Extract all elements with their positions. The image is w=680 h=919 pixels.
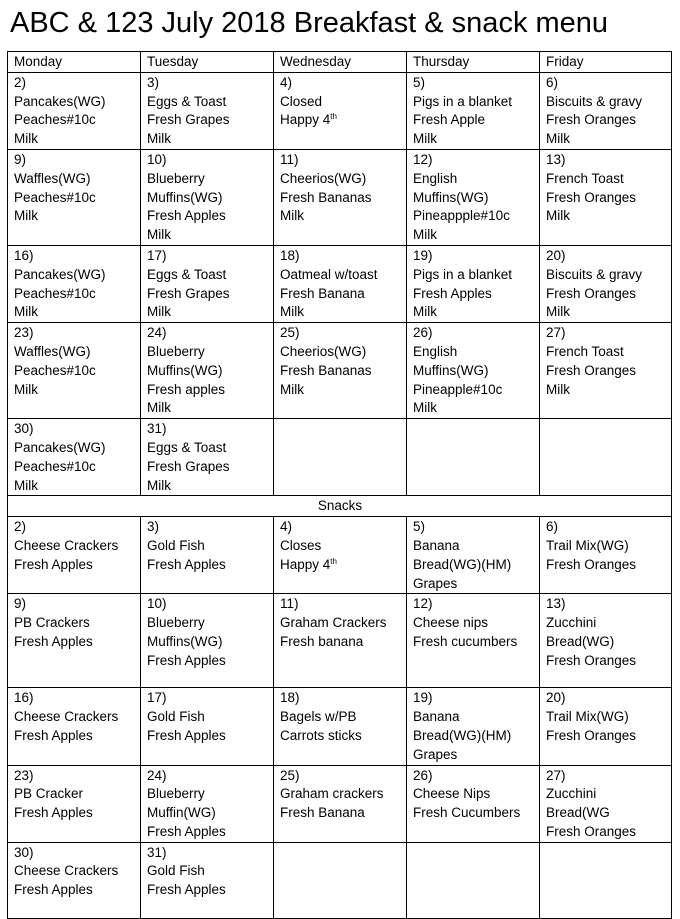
menu-item: Fresh Bananas (280, 189, 372, 205)
menu-item: Zucchini (546, 786, 597, 802)
snack-cell (274, 765, 407, 842)
menu-item: Milk (147, 477, 171, 493)
menu-item: Eggs & Toast (147, 93, 227, 109)
menu-item: Fresh Banana (280, 805, 365, 821)
date-label: 13) (546, 151, 566, 167)
menu-item: Milk (147, 227, 171, 243)
menu-item: Peaches#10c (14, 285, 96, 301)
menu-item: Milk (413, 304, 437, 320)
menu-item: Milk (546, 208, 570, 224)
date-label: 5) (413, 519, 426, 535)
date-label: 17) (147, 247, 167, 263)
holiday-text: Happy 4 (280, 556, 331, 572)
date-label: 31) (147, 844, 167, 860)
menu-item: Milk (14, 477, 38, 493)
menu-item: Blueberry (147, 343, 205, 359)
menu-item: Pancakes(WG) (14, 439, 106, 455)
snack-cell (407, 594, 540, 688)
menu-item: Cheese Crackers (14, 863, 119, 879)
menu-item: Grapes (413, 746, 458, 762)
page-title: ABC & 123 July 2018 Breakfast & snack menu (10, 7, 609, 39)
menu-item: Bread(WG)(HM) (413, 727, 512, 743)
menu-item: Fresh Apples (14, 805, 93, 821)
snack-cell (274, 688, 407, 765)
menu-item: Carrots sticks (280, 727, 362, 743)
date-label: 20) (546, 690, 566, 706)
day-header-row (8, 52, 672, 73)
date-label: 2) (14, 74, 27, 90)
breakfast-cell (8, 245, 141, 322)
breakfast-cell (274, 149, 407, 245)
menu-item: French Toast (546, 343, 624, 359)
date-label: 11) (280, 596, 299, 612)
snack-cell (141, 765, 274, 842)
menu-item: Milk (413, 400, 437, 416)
menu-item: Cheese Nips (413, 786, 491, 802)
menu-item: Fresh Oranges (546, 823, 637, 839)
snack-cell (141, 594, 274, 688)
menu-item: Fresh Apples (147, 823, 226, 839)
snack-cell (407, 765, 540, 842)
breakfast-cell (407, 323, 540, 419)
menu-item: Peaches#10c (14, 362, 96, 378)
menu-item: Fresh Oranges (546, 556, 637, 572)
date-label: 16) (14, 247, 34, 263)
menu-item: Milk (147, 400, 171, 416)
menu-item (280, 556, 401, 575)
menu-item: Bagels w/PB (280, 709, 357, 725)
menu-item: Pineapple#10c (413, 381, 503, 397)
snack-week-row (8, 842, 672, 918)
breakfast-cell (540, 72, 672, 149)
menu-item: Graham crackers (280, 786, 384, 802)
menu-item: Milk (546, 131, 570, 147)
breakfast-cell (141, 323, 274, 419)
snacks-section-row (8, 496, 672, 517)
snacks-section-label: Snacks (8, 496, 672, 517)
breakfast-cell (8, 72, 141, 149)
day-header-wednesday: Wednesday (274, 52, 407, 73)
menu-item: Banana (413, 537, 460, 553)
menu-item: Peaches#10c (14, 458, 96, 474)
menu-item: Milk (147, 304, 171, 320)
date-label: 4) (280, 519, 293, 535)
menu-item: Muffins(WG) (147, 362, 223, 378)
breakfast-week-row (8, 149, 672, 245)
holiday-text: Happy 4 (280, 112, 331, 128)
menu-table (7, 51, 672, 919)
date-label: 9) (14, 151, 27, 167)
snack-cell (8, 765, 141, 842)
menu-item: English (413, 343, 458, 359)
menu-item: Milk (14, 208, 38, 224)
menu-item: Fresh Oranges (546, 362, 637, 378)
menu-item: Pancakes(WG) (14, 266, 106, 282)
empty-cell (274, 419, 407, 496)
menu-item: Trail Mix(WG) (546, 709, 629, 725)
date-label: 31) (147, 421, 167, 437)
menu-item: Biscuits & gravy (546, 93, 643, 109)
menu-item: Fresh Apples (14, 882, 93, 898)
menu-item: Blueberry (147, 786, 205, 802)
menu-item: PB Crackers (14, 615, 90, 631)
menu-item: Eggs & Toast (147, 266, 227, 282)
menu-item: Fresh Apples (14, 633, 93, 649)
menu-item: Bread(WG (546, 805, 610, 821)
snack-cell (407, 517, 540, 594)
menu-item: Oatmeal w/toast (280, 266, 378, 282)
breakfast-cell (274, 323, 407, 419)
day-header-tuesday: Tuesday (141, 52, 274, 73)
menu-item: Biscuits & gravy (546, 266, 643, 282)
menu-item: Pineappple#10c (413, 208, 510, 224)
menu-item: Milk (280, 381, 304, 397)
menu-item: Banana (413, 709, 460, 725)
menu-item: Fresh Apples (147, 882, 226, 898)
breakfast-cell (141, 245, 274, 322)
snack-cell (540, 688, 672, 765)
date-label: 4) (280, 74, 293, 90)
empty-cell (540, 419, 672, 496)
date-label: 9) (14, 596, 27, 612)
menu-item: Cheese nips (413, 615, 489, 631)
date-label: 10) (147, 151, 167, 167)
snack-week-row (8, 594, 672, 688)
menu-item: Milk (280, 208, 304, 224)
menu-item: Cheese Crackers (14, 537, 119, 553)
date-label: 6) (546, 74, 559, 90)
breakfast-cell (407, 245, 540, 322)
menu-item: Zucchini (546, 615, 597, 631)
menu-item: Closes (280, 537, 322, 553)
date-label: 23) (14, 325, 34, 341)
date-label: 27) (546, 325, 566, 341)
date-label: 24) (147, 767, 167, 783)
menu-item: Fresh Oranges (546, 112, 637, 128)
date-label: 11) (280, 151, 299, 167)
menu-item: Fresh Apples (147, 727, 226, 743)
ordinal-suffix: th (330, 556, 337, 566)
menu-item: Pigs in a blanket (413, 266, 513, 282)
breakfast-cell (141, 419, 274, 496)
date-label: 17) (147, 690, 167, 706)
menu-item: Fresh Oranges (546, 189, 637, 205)
menu-item: Fresh cucumbers (413, 633, 518, 649)
menu-item: Fresh Grapes (147, 112, 230, 128)
menu-item: Fresh banana (280, 633, 364, 649)
menu-item: Bread(WG) (546, 633, 615, 649)
menu-item (280, 111, 401, 130)
menu-item: Fresh Apples (14, 727, 93, 743)
date-label: 5) (413, 74, 426, 90)
breakfast-cell (141, 72, 274, 149)
menu-item: Waffles(WG) (14, 343, 91, 359)
menu-item: Fresh Apples (413, 285, 492, 301)
menu-item: Fresh Apples (147, 208, 226, 224)
snack-cell (540, 765, 672, 842)
menu-item: Fresh Apples (147, 652, 226, 668)
snack-cell (141, 842, 274, 918)
breakfast-cell (141, 149, 274, 245)
date-label: 12) (413, 151, 433, 167)
date-label: 3) (147, 74, 160, 90)
date-label: 16) (14, 690, 34, 706)
menu-item: Fresh Apples (147, 556, 226, 572)
date-label: 25) (280, 767, 300, 783)
date-label: 23) (14, 767, 34, 783)
menu-item: Milk (147, 131, 171, 147)
snack-cell (8, 517, 141, 594)
menu-item: Peaches#10c (14, 189, 96, 205)
breakfast-week-row (8, 72, 672, 149)
menu-item: Milk (413, 227, 437, 243)
menu-item: Blueberry (147, 615, 205, 631)
snack-week-row (8, 688, 672, 765)
date-label: 18) (280, 690, 300, 706)
snack-cell (540, 517, 672, 594)
breakfast-cell (407, 72, 540, 149)
date-label: 6) (546, 519, 559, 535)
menu-item: French Toast (546, 170, 624, 186)
breakfast-cell (274, 245, 407, 322)
snack-cell (141, 688, 274, 765)
menu-item: Pancakes(WG) (14, 93, 106, 109)
date-label: 20) (546, 247, 566, 263)
date-label: 26) (413, 325, 433, 341)
breakfast-week-row (8, 245, 672, 322)
menu-item: Milk (280, 304, 304, 320)
date-label: 30) (14, 844, 34, 860)
menu-item: Milk (14, 131, 38, 147)
snack-cell (540, 594, 672, 688)
snack-week-row (8, 765, 672, 842)
breakfast-cell (8, 323, 141, 419)
menu-item: Gold Fish (147, 863, 205, 879)
menu-item: Fresh Oranges (546, 727, 637, 743)
menu-item: PB Cracker (14, 786, 84, 802)
menu-item: Gold Fish (147, 709, 205, 725)
date-label: 10) (147, 596, 167, 612)
menu-item: Waffles(WG) (14, 170, 91, 186)
snack-cell (8, 688, 141, 765)
breakfast-cell (540, 323, 672, 419)
menu-item: Trail Mix(WG) (546, 537, 629, 553)
menu-item: Grapes (413, 575, 458, 591)
menu-item: Fresh Banana (280, 285, 365, 301)
date-label: 12) (413, 596, 433, 612)
ordinal-suffix: th (330, 112, 337, 122)
empty-cell (407, 842, 540, 918)
snack-cell (407, 688, 540, 765)
date-label: 13) (546, 596, 566, 612)
empty-cell (274, 842, 407, 918)
menu-item: Milk (14, 304, 38, 320)
menu-item: Milk (14, 381, 38, 397)
menu-item: Graham Crackers (280, 615, 387, 631)
date-label: 19) (413, 247, 433, 263)
menu-item: Muffins(WG) (147, 189, 223, 205)
menu-item: Blueberry (147, 170, 205, 186)
date-label: 26) (413, 767, 433, 783)
menu-item: Fresh Oranges (546, 652, 637, 668)
menu-item: Pigs in a blanket (413, 93, 513, 109)
menu-item: Cheese Crackers (14, 709, 119, 725)
snack-cell (141, 517, 274, 594)
breakfast-cell (274, 72, 407, 149)
breakfast-cell (8, 149, 141, 245)
menu-item: Fresh Grapes (147, 458, 230, 474)
date-label: 18) (280, 247, 300, 263)
menu-item: Gold Fish (147, 537, 205, 553)
date-label: 25) (280, 325, 300, 341)
menu-item: Peaches#10c (14, 112, 96, 128)
menu-item: Milk (413, 131, 437, 147)
menu-item: English (413, 170, 458, 186)
breakfast-week-row (8, 323, 672, 419)
menu-item: Muffins(WG) (413, 189, 489, 205)
breakfast-cell (8, 419, 141, 496)
date-label: 27) (546, 767, 566, 783)
snack-cell (274, 594, 407, 688)
breakfast-week-row (8, 419, 672, 496)
breakfast-cell (540, 149, 672, 245)
date-label: 24) (147, 325, 167, 341)
empty-cell (407, 419, 540, 496)
menu-item: Fresh Apples (14, 556, 93, 572)
menu-item: Fresh Cucumbers (413, 805, 521, 821)
snack-week-row (8, 517, 672, 594)
date-label: 3) (147, 519, 160, 535)
date-label: 30) (14, 421, 34, 437)
menu-item: Fresh Apple (413, 112, 486, 128)
menu-item: Muffin(WG) (147, 805, 216, 821)
menu-item: Milk (546, 381, 570, 397)
snack-cell (8, 594, 141, 688)
menu-item: Fresh Grapes (147, 285, 230, 301)
date-label: 19) (413, 690, 433, 706)
menu-item: Eggs & Toast (147, 439, 227, 455)
menu-item: Bread(WG)(HM) (413, 556, 512, 572)
snack-cell (8, 842, 141, 918)
menu-item: Fresh apples (147, 381, 226, 397)
day-header-thursday: Thursday (407, 52, 540, 73)
menu-item: Fresh Oranges (546, 285, 637, 301)
breakfast-cell (540, 245, 672, 322)
empty-cell (540, 842, 672, 918)
date-label: 2) (14, 519, 27, 535)
snack-cell (274, 517, 407, 594)
menu-item: Cheerios(WG) (280, 170, 367, 186)
menu-item: Muffins(WG) (413, 362, 489, 378)
menu-item: Fresh Bananas (280, 362, 372, 378)
day-header-friday: Friday (540, 52, 672, 73)
menu-item: Cheerios(WG) (280, 343, 367, 359)
menu-item: Milk (546, 304, 570, 320)
menu-item: Closed (280, 93, 323, 109)
breakfast-cell (407, 149, 540, 245)
menu-item: Muffins(WG) (147, 633, 223, 649)
day-header-monday: Monday (8, 52, 141, 73)
